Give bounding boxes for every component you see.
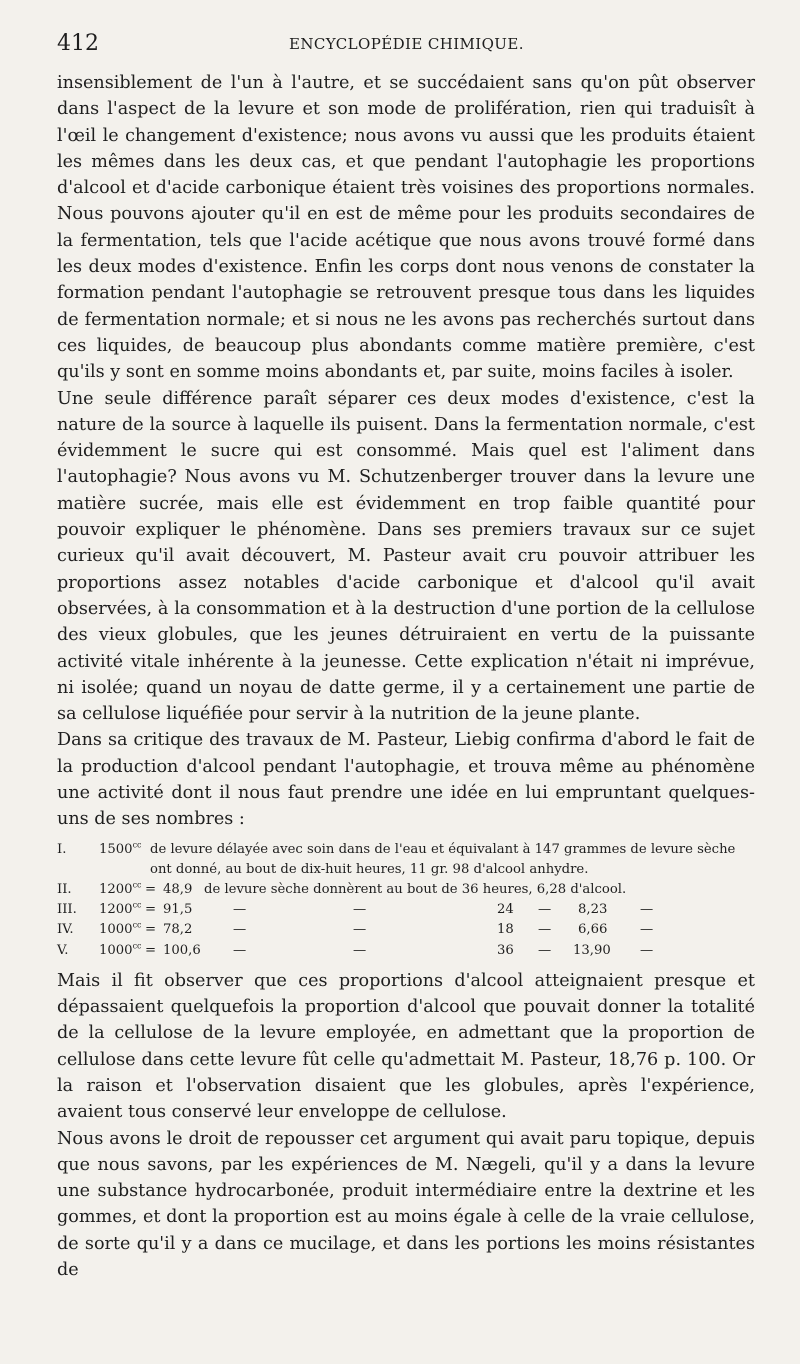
paragraph-2: Une seule différence paraît séparer ces deux modes d'existence, c'est la nature de la source à laquelle ils puisent. Dans la fermentation normale, c'est évidemment le sucre qui est consommé. Mais quel est l'aliment dans l'autophagie? Nous avons vu M. Schutzenberger trouver dans la levure une matière sucrée, mais elle est évidemment en trop faible quantité pour pouvoir expliquer le phénomène. Dans ses premiers travaux sur ce sujet curieux qu'il avait découvert, M. Pasteur avait cru pouvoir attribuer les proportions assez notables d'acide carbonique et d'alcool qu'il avait observées, à la consommation et à la destruction d'une portion de la cellulose des vieux globules, que les jeunes détruiraient en vertu de la puissante activité vitale inhérente à la jeunesse. Cette explication n'était ni imprévue, ni isolée; quand un noyau de datte germe, il y a certainement une partie de sa cellulose liquéfiée pour servir à la nutrition de la jeune plante.: [57, 388, 755, 725]
row-equals: =: [145, 902, 157, 918]
table-row: [57, 880, 755, 900]
row-ordinal: V.: [57, 942, 69, 958]
row-ordinal: I.: [57, 841, 67, 857]
ditto-dash: —: [640, 922, 654, 938]
row-equals: =: [145, 922, 157, 938]
row-hours: 18: [497, 922, 514, 938]
ditto-dash: —: [538, 902, 552, 918]
table-row: [57, 900, 755, 920]
body-text: [57, 70, 755, 833]
ditto-dash: —: [538, 922, 552, 938]
ditto-dash: —: [640, 942, 654, 958]
table-row-continuation: [57, 860, 755, 880]
row-ordinal: III.: [57, 902, 77, 918]
ditto-dash: —: [233, 902, 247, 918]
row-volume: $1000^{cc}$: [99, 941, 142, 958]
row-hours: 36: [497, 942, 514, 958]
table-row: [57, 840, 755, 860]
row-equals: =: [145, 881, 157, 897]
row-description-line-1: de levure délayée avec soin dans de l'eau et équivalant à 147 grammes de levure sèche: [150, 841, 736, 857]
row-weight: 78,2: [163, 922, 193, 938]
ditto-dash: —: [353, 942, 367, 958]
body-text-continued: [57, 968, 755, 1284]
row-weight: 48,9: [163, 881, 193, 897]
row-weight: 100,6: [163, 942, 201, 958]
paragraph-1: insensiblement de l'un à l'autre, et se succédaient sans qu'on pût observer dans l'aspect de la levure et son mode de prolifération, rien qui traduisît à l'œil le changement d'existence; nous avons vu aussi que les produits étaient les mêmes dans les deux cas, et que pendant l'autophagie les proportions d'alcool et d'acide carbonique étaient très voisines des proportions normales. Nous pouvons ajouter qu'il en est de même pour les produits secondaires de la fermentation, tels que l'acide acétique que nous avons trouvé formé dans les deux modes d'existence. Enfin les corps dont nous venons de constater la formation pendant l'autophagie se retrouvent presque tous dans les liquides de fermentation normale; et si nous ne les avons pas recherchés surtout dans ces liquides, de beaucoup plus abondants comme matière première, c'est qu'ils y sont en somme moins abondants et, par suite, moins faciles à isoler.: [57, 73, 755, 383]
ditto-dash: —: [353, 902, 367, 918]
ditto-dash: —: [538, 942, 552, 958]
liebig-data-table: [57, 840, 755, 961]
page-number: 412: [57, 31, 99, 56]
row-ordinal: II.: [57, 881, 72, 897]
row-volume: $1000^{cc}$: [99, 920, 142, 938]
ditto-dash: —: [233, 922, 247, 938]
table-row: [57, 920, 755, 940]
running-title: ENCYCLOPÉDIE CHIMIQUE.: [289, 35, 524, 53]
row-volume: $1500^{cc}$: [99, 840, 142, 857]
paragraph-3: Dans sa critique des travaux de M. Pasteur, Liebig confirma d'abord le fait de la production d'alcool pendant l'autophagie, et trouva même au phénomène une activité dont il nous faut prendre une idée en lui empruntant quelques-uns de ses nombres :: [57, 730, 755, 830]
row-alcohol: 6,66: [578, 922, 608, 938]
row-equals: =: [145, 942, 157, 958]
table-row: [57, 941, 755, 961]
page-header: [57, 30, 755, 70]
ditto-dash: —: [353, 922, 367, 938]
paragraph-5: Nous avons le droit de repousser cet argument qui avait paru topique, depuis que nous savons, par les expériences de M. Nægeli, qu'il y a dans la levure une substance hydrocarbonée, produit intermédiaire entre la dextrine et les gommes, et dont la proportion est au moins égale à celle de la vraie cellulose, de sorte qu'il y a dans ce mucilage, et dans les portions les moins résistantes de: [57, 1128, 755, 1280]
paragraph-4: Mais il fit observer que ces proportions d'alcool atteignaient presque et dépassaient quelquefois la proportion d'alcool que pouvait donner la totalité de la cellulose de la levure employée, en admettant que la proportion de cellulose dans cette levure fût celle qu'admettait M. Pasteur, 18,76 p. 100. Or la raison et l'observation disaient que les globules, après l'expérience, avaient tous conservé leur enveloppe de cellulose.: [57, 970, 755, 1123]
ditto-dash: —: [640, 902, 654, 918]
row-alcohol: 8,23: [578, 902, 608, 918]
ditto-dash: —: [233, 942, 247, 958]
row-alcohol: 13,90: [573, 942, 611, 958]
row-hours: 24: [497, 902, 514, 918]
row-description-line-2: ont donné, au bout de dix-huit heures, 11 gr. 98 d'alcool anhydre.: [150, 861, 589, 877]
row-volume: $1200^{cc}$: [99, 900, 142, 918]
row-volume: $1200^{cc}$: [99, 880, 142, 897]
row-ordinal: IV.: [57, 922, 74, 938]
row-weight: 91,5: [163, 902, 193, 918]
document-page: [57, 30, 755, 1283]
row-text: de levure sèche donnèrent au bout de 36 heures, 6,28 d'alcool.: [204, 881, 627, 897]
